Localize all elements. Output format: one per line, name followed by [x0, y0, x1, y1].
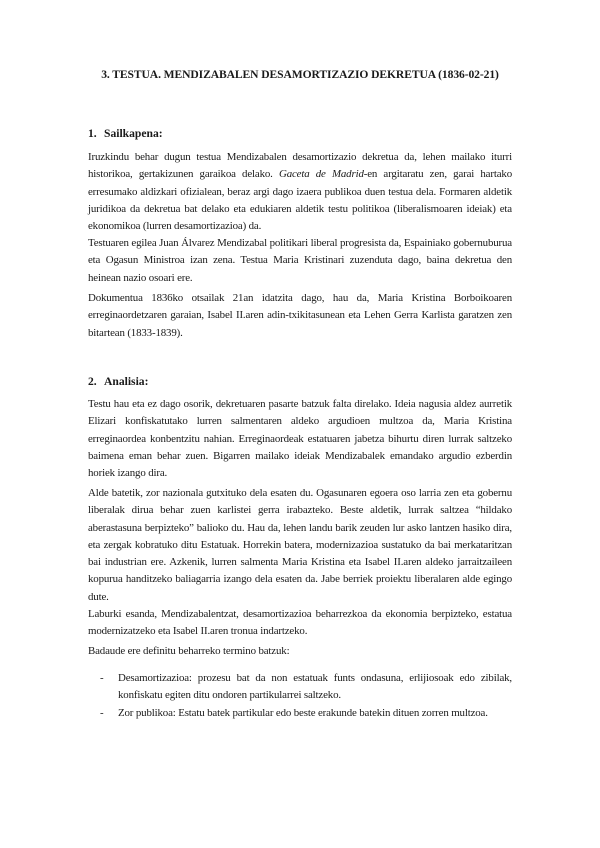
section-number: 2.: [88, 375, 97, 388]
terms-list: [88, 670, 512, 722]
newspaper-name: Gaceta de Madrid: [278, 168, 364, 181]
document-title: 3. TESTUA. MENDIZABALEN DESAMORTIZAZIO DEKRETUA (1836-02-21): [101, 68, 499, 81]
paragraph-text: Iruzkindu behar dugun testua Mendizabalen desamortizazio dekretua da, lehen mailako iturri historikoa, gertakizunen garaikoa delako.: [88, 151, 512, 181]
list-bullet: -: [100, 706, 104, 719]
paragraph-date-context: Dokumentua 1836ko otsailak 21an idatzita dago, hau da, Maria Kristina Borboikoaren erreginaordetzaren garaian, Isabel II.aren adin-txikitasunean eta Lehen Gerra Karlista garatzen zen bitartean (1833-1839).: [88, 292, 512, 339]
paragraph-classification-source: [88, 149, 512, 235]
section-heading-analisia: [88, 375, 148, 388]
section-number: 1.: [88, 127, 97, 140]
list-item: [88, 705, 512, 722]
paragraph-summary: Laburki esanda, Mendizabalentzat, desamortizazioa beharrezkoa da ekonomia berpizteko, estatua modernizatzeko eta Isabel II.aren tronua indartzeko.: [88, 608, 512, 638]
paragraph-main-idea: Testu hau eta ez dago osorik, dekretuaren pasarte batzuk falta direlako. Ideia nagusia aldez aurretik Elizari konfiskatutako lurren salmentaren aldeko argudioen multzoa da, Maria Kristina erreginaordea konbentzitu nahian. Erreginaordeak estatuaren jabetza bihurtu diren lurrak saltzeko baimena eman behar zuen. Bigarren mailako ideiak Mendizabalek emandako argudio ezberdin horiek izango dira.: [88, 398, 512, 480]
term-definition: Desamortizazioa: prozesu bat da non estatuak funts ondasuna, erlijiosoak edo zibilak, konfiskatu egiten ditu ondoren partikularrei saltzeko.: [118, 672, 512, 702]
list-bullet: -: [100, 672, 104, 684]
paragraph-author: Testuaren egilea Juan Álvarez Mendizabal politikari liberal progresista da, Espainiako gobernuburua eta Ogasun Ministroa izan zena. Testua Maria Kristinari zuzenduta dago, baina dekretua den heinean nazio osoari ere.: [88, 237, 512, 284]
section-title: Sailkapena:: [104, 127, 163, 140]
term-definition: Zor publikoa: Estatu batek partikular edo beste erakunde batekin dituen zorren multzoa.: [118, 706, 488, 719]
section-title: Analisia:: [104, 375, 149, 388]
paragraph-terms-intro: Badaude ere definitu beharreko termino batzuk:: [88, 645, 290, 657]
paragraph-text: -en argitaratu zen, garai hartako erresumako aldizkari ofizialean, beraz argi dago izaera publikoa duen testua dela. Formaren aldetik juridikoa da dekretua bat delako eta edukiaren aldetik testu politikoa (liberalismoaren ideiak) eta ekonomikoa (lurren desamortizazioa) da.: [88, 168, 512, 233]
section-heading-sailkapena: [88, 127, 163, 140]
paragraph-arguments: Alde batetik, zor nazionala gutxituko dela esaten du. Ogasunaren egoera oso larria zen eta gobernu liberalak dirua behar zuen karlistei gerra irabazteko. Beste aldetik, lurrak saltzea “hildako aberastasuna berpizteko” balioko du. Hau da, lehen landu barik zeuden lur asko lantzen hasiko dira, eta zergak kobratuko ditu Estatuak. Horrekin batera, modernizazioa sustatuko da bai merkataritzan bai industrian ere. Azkenik, lurren salmenta Maria Kristina eta Isabel II.aren aldeko jarraitzaileen kopurua handitzeko baliagarria izango dela esaten da. Jabe berriek proiektu liberalaren alde egingo dute.: [88, 487, 512, 603]
list-item: [88, 670, 512, 705]
